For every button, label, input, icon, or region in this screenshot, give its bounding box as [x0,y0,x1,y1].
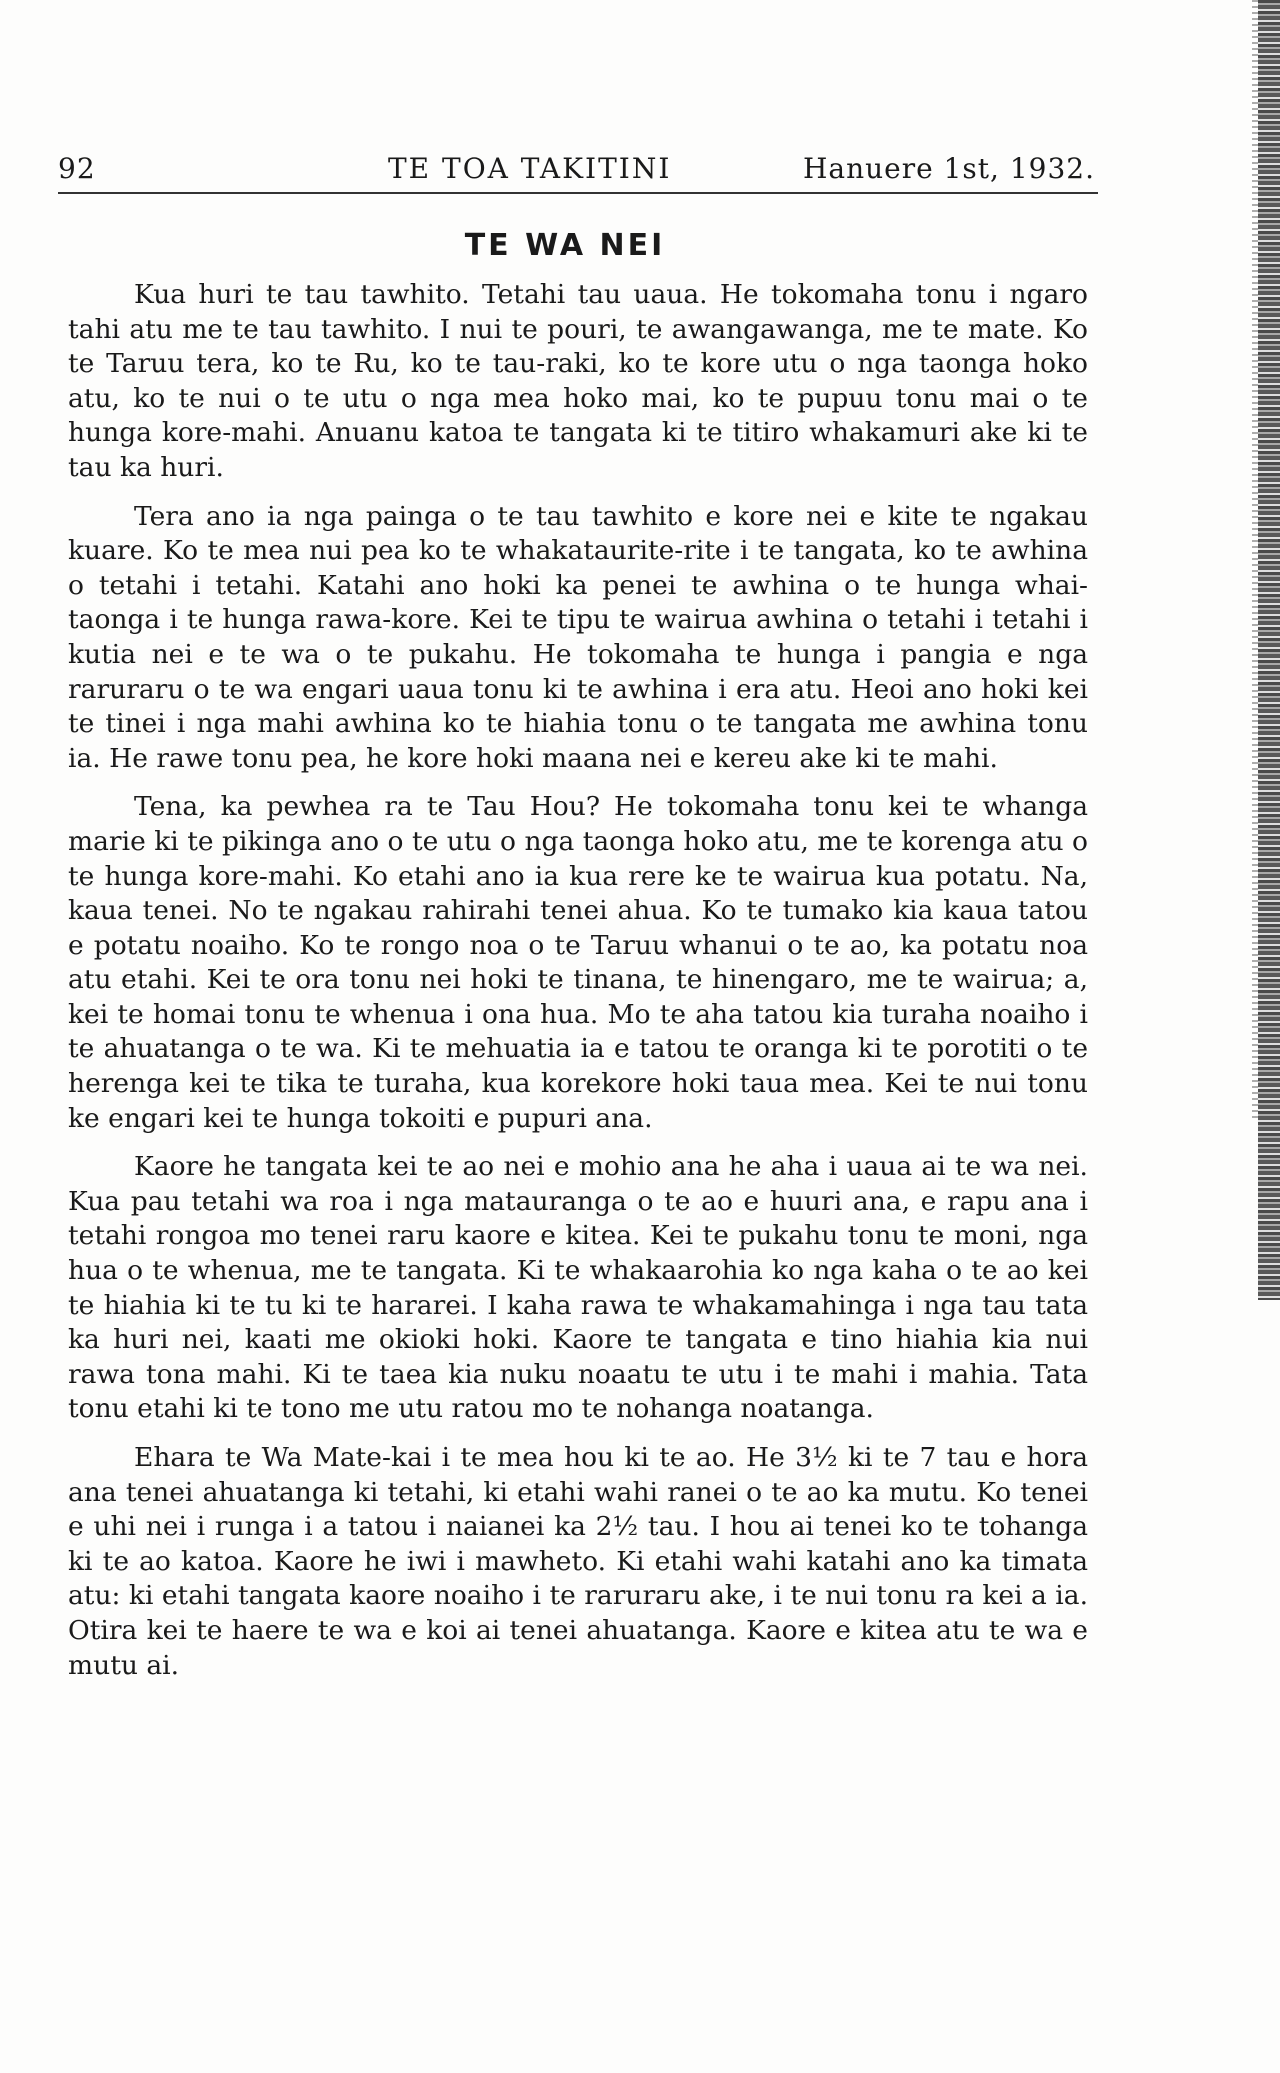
article-body [68,278,1088,1697]
paragraph-5: Ehara te Wa Mate-kai i te mea hou ki te ao. He 3½ ki te 7 tau e hora ana tenei ahuatanga ki tetahi, ki etahi wahi ranei o te ao ka mutu. Ko tenei e uhi nei i runga i a tatou i naianei ka 2½ tau. I hou ai tenei ko te tohanga ki te ao katoa. Kaore he iwi i mawheto. Ki etahi wahi katahi ano ka timata atu: ki etahi tangata kaore noaiho i te raruraru ake, i te nui tonu ra kei a ia. Otira kei te haere te wa e koi ai tenei ahuatanga. Kaore e kitea atu te wa e mutu ai. [68,1442,1088,1681]
paragraph-1: Kua huri te tau tawhito. Tetahi tau uaua. He tokomaha tonu i ngaro tahi atu me te tau tawhito. I nui te pouri, te awangawanga, me te mate. Ko te Taruu tera, ko te Ru, ko te tau-raki, ko te kore utu o nga taonga hoko atu, ko te nui o te utu o nga mea hoko mai, ko te pupuu tonu mai o te hunga kore-mahi. Anuanu katoa te tangata ki te titiro whakamuri ake ki te tau ka huri. [68,279,1088,483]
issue-date: Hanuere 1st, 1932. [803,152,1095,185]
publication-title: TE TOA TAKITINI [388,152,672,185]
running-header [58,148,1098,194]
scan-edge-noise [1252,0,1258,1120]
page-number: 92 [58,152,96,185]
article-title: TE WA NEI [464,228,666,263]
paragraph-3: Tena, ka pewhea ra te Tau Hou? He tokomaha tonu kei te whanga marie ki te pikinga ano o te utu o nga taonga hoko atu, me te korenga atu o te hunga kore-mahi. Ko etahi ano ia kua rere ke te wairua kua potatu. Na, kaua tenei. No te ngakau rahirahi tenei ahua. Ko te tumako kia kaua tatou e potatu noaiho. Ko te rongo noa o te Taruu whanui o te ao, ka potatu noa atu etahi. Kei te ora tonu nei hoki te tinana, te hinengaro, me te wairua; a, kei te homai tonu te whenua i ona hua. Mo te aha tatou kia turaha noaiho i te ahuatanga o te wa. Ki te mehuatia ia e tatou te oranga ki te porotiti o te herenga kei te tika te turaha, kua korekore hoki taua mea. Kei te nui tonu ke engari kei te hunga tokoiti e pupuri ana. [68,791,1088,1134]
paragraph-2: Tera ano ia nga painga o te tau tawhito e kore nei e kite te ngakau kuare. Ko te mea nui pea ko te whakataurite-rite i te tangata, ko te awhina o tetahi i tetahi. Katahi ano hoki ka penei te awhina o te hunga whai-taonga i te hunga rawa-kore. Kei te tipu te wairua awhina o tetahi i tetahi i kutia nei e te wa o te pukahu. He tokomaha te hunga i pangia e nga raruraru o te wa engari uaua tonu ki te awhina i era atu. Heoi ano hoki kei te tinei i nga mahi awhina ko te hiahia tonu o te tangata me awhina tonu ia. He rawe tonu pea, he kore hoki maana nei e kereu ake ki te mahi. [68,500,1088,774]
paragraph-4: Kaore he tangata kei te ao nei e mohio ana he aha i uaua ai te wa nei. Kua pau tetahi wa roa i nga matauranga o te ao e huuri ana, e rapu ana i tetahi rongoa mo tenei raru kaore e kitea. Kei te pukahu tonu te moni, nga hua o te whenua, me te tangata. Ki te whakaarohia ko nga kaha o te ao kei te hiahia ki te tu ki te hararei. I kaha rawa te whakamahinga i nga tau tata ka huri nei, kaati me okioki hoki. Kaore te tangata e tino hiahia kia nui rawa tona mahi. Ki te taea kia nuku noaatu te utu i te mahi i mahia. Tata tonu etahi ki te tono me utu ratou mo te nohanga noatanga. [68,1151,1088,1425]
scan-edge-strip [1258,0,1280,1300]
